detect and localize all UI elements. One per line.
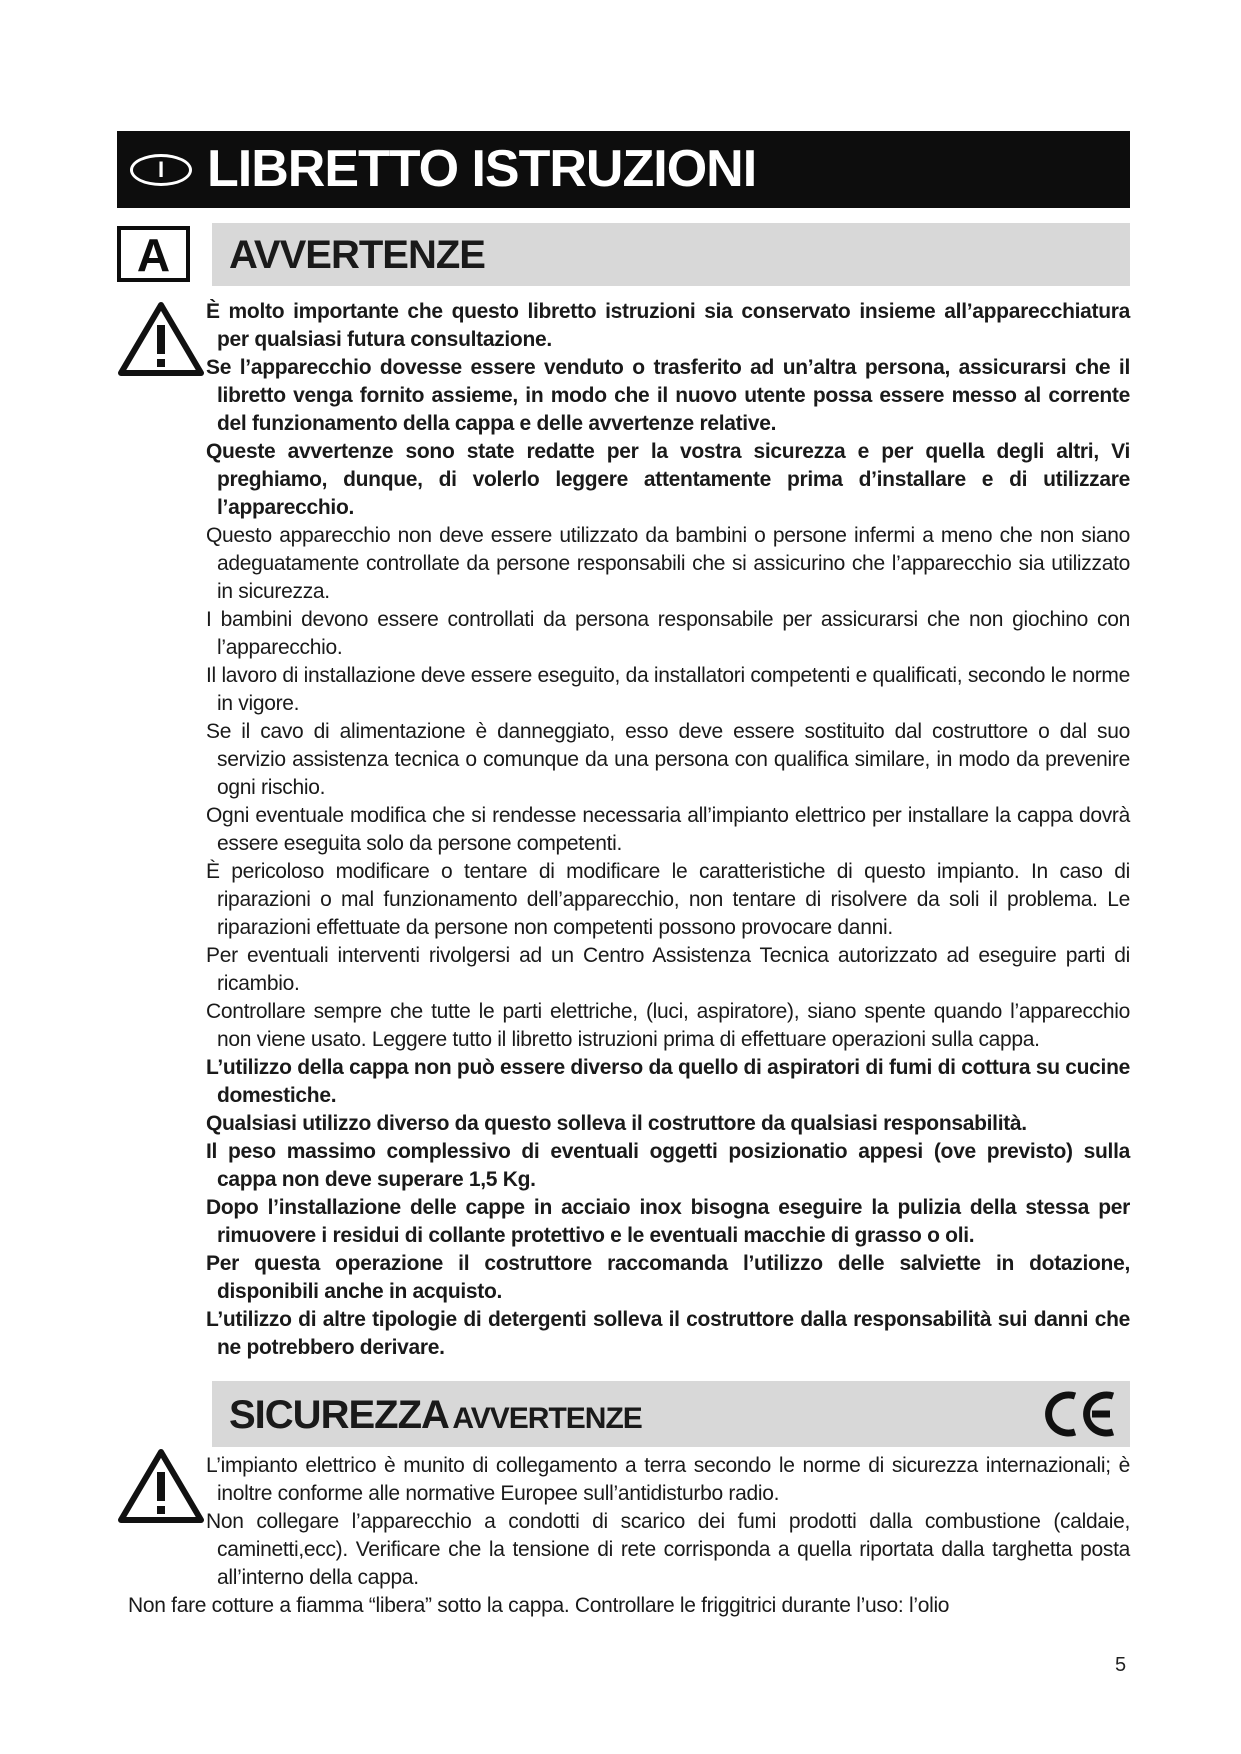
title-bar (117, 131, 1130, 208)
paragraph: L’impianto elettrico è munito di collegamento a terra secondo le norme di sicurezza internazionali; è inoltre conforme alle normative Europee sull’antidisturbo radio. (206, 1454, 1130, 1505)
sicurezza-last-line: Non fare cotture a fiamma “libera” sotto la cappa. Controllare le friggitrici durante l’uso: l’olio (128, 1594, 950, 1617)
page-title: LIBRETTO ISTRUZIONI (207, 140, 757, 198)
paragraph: Per eventuali interventi rivolgersi ad un Centro Assistenza Tecnica autorizzato ad eseguire parti di ricambio. (206, 944, 1130, 995)
paragraph: Il peso massimo complessivo di eventuali oggetti posizionatio appesi (ove previsto) sulla cappa non deve superare 1,5 Kg. (206, 1140, 1130, 1191)
section-title-sub: AVVERTENZE (452, 1402, 642, 1435)
language-badge (130, 154, 192, 186)
section-header-sicurezza (212, 1381, 1130, 1447)
paragraph: Dopo l’installazione delle cappe in acciaio inox bisogna eseguire la pulizia della stessa per rimuovere i residui di collante protettivo e le eventuali macchie di grasso o oli. (206, 1196, 1130, 1247)
page-number: 5 (1115, 1654, 1127, 1676)
paragraph: Qualsiasi utilizzo diverso da questo solleva il costruttore da qualsiasi responsabilità. (206, 1112, 1027, 1135)
paragraph: È molto importante che questo libretto istruzioni sia conservato insieme all’apparecchiatura per qualsiasi futura consultazione. (206, 300, 1130, 351)
paragraph: Non collegare l’apparecchio a condotti di scarico dei fumi prodotti dalla combustione (caldaie, caminetti,ecc). Verificare che la tensione di rete corrisponda a quella riportata dalla targhetta posta all’interno della cappa. (206, 1510, 1130, 1589)
section-title: AVVERTENZE (229, 233, 485, 277)
paragraph: Per questa operazione il costruttore raccomanda l’utilizzo delle salviette in dotazione, disponibili anche in acquisto. (206, 1252, 1130, 1303)
sicurezza-text (206, 1452, 1130, 1592)
paragraph: Il lavoro di installazione deve essere eseguito, da installatori competenti e qualificati, secondo le norme in vigore. (206, 664, 1130, 715)
paragraph: Questo apparecchio non deve essere utilizzato da bambini o persone infermi a meno che non siano adeguatamente controllate da persone responsabili che si assicurino che l’apparecchio sia utilizzato in sicurezza. (206, 524, 1130, 603)
paragraph: L’utilizzo della cappa non può essere diverso da quello di aspiratori di fumi di cottura su cucine domestiche. (206, 1056, 1130, 1107)
paragraph: L’utilizzo di altre tipologie di detergenti solleva il costruttore dalla responsabilità sui danni che ne potrebbero derivare. (206, 1308, 1130, 1359)
section-title-main: SICUREZZA (229, 1393, 449, 1437)
section-letter-box: A (117, 226, 190, 282)
section-header-avvertenze (212, 223, 1130, 286)
paragraph: Se il cavo di alimentazione è danneggiato, esso deve essere sostituito dal costruttore o dal suo servizio assistenza tecnica o comunque da una persona con qualifica similare, in modo da prevenire ogni rischio. (206, 720, 1130, 799)
paragraph: Ogni eventuale modifica che si rendesse necessaria all’impianto elettrico per installare la cappa dovrà essere eseguita solo da persone competenti. (206, 804, 1130, 855)
section-title (229, 1391, 642, 1448)
warning-triangle-icon (117, 1447, 205, 1525)
paragraph: Queste avvertenze sono state redatte per la vostra sicurezza e per quella degli altri, Vi preghiamo, dunque, di volerlo leggere attentamente prima d’installare e di utilizzare l’apparecchio. (206, 440, 1130, 519)
paragraph: Se l’apparecchio dovesse essere venduto o trasferito ad un’altra persona, assicurarsi che il libretto venga fornito assieme, in modo che il nuovo utente possa essere messo al corrente del funzionamento della cappa e delle avvertenze relative. (206, 356, 1130, 435)
avvertenze-text (206, 298, 1130, 1362)
ce-mark-icon (1042, 1389, 1118, 1439)
paragraph: Controllare sempre che tutte le parti elettriche, (luci, aspiratore), siano spente quando l’apparecchio non viene usato. Leggere tutto il libretto istruzioni prima di effettuare operazioni sulla cappa. (206, 1000, 1130, 1051)
paragraph: I bambini devono essere controllati da persona responsabile per assicurarsi che non giochino con l’apparecchio. (206, 608, 1130, 659)
paragraph: È pericoloso modificare o tentare di modificare le caratteristiche di questo impianto. In caso di riparazioni o mal funzionamento dell’apparecchio, non tentare di risolvere da soli il problema. Le riparazioni effettuate da persone non competenti possono provocare danni. (206, 860, 1130, 939)
warning-triangle-icon (117, 300, 205, 378)
language-code: I (157, 157, 165, 182)
